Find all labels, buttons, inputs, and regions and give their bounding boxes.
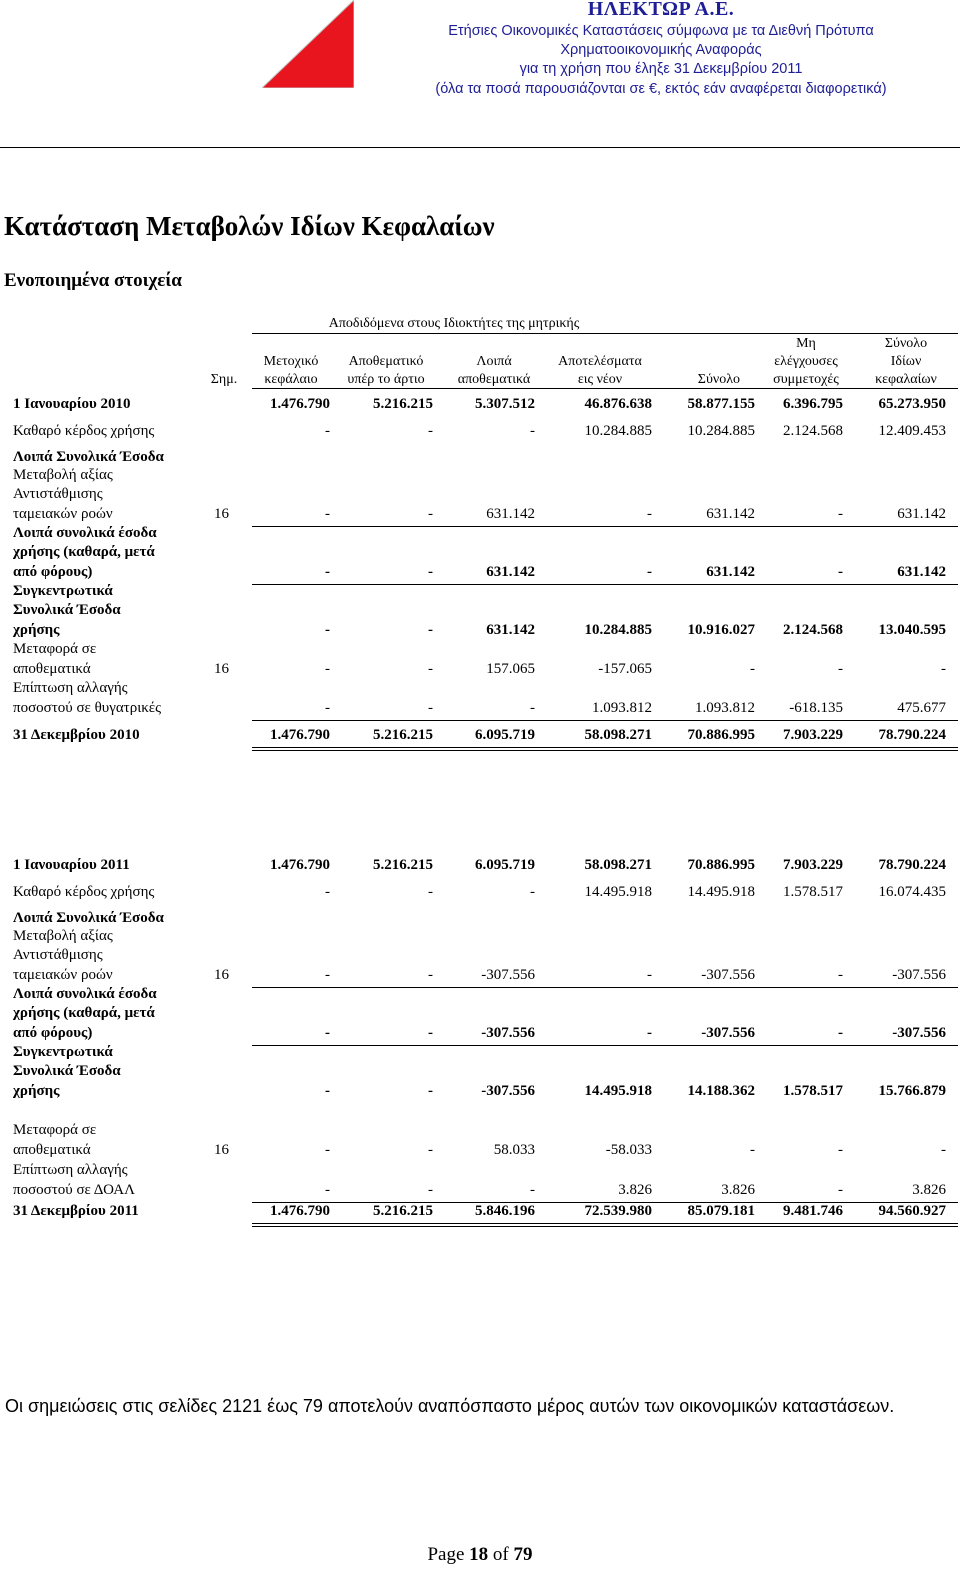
table-cell: 14.495.918 <box>584 884 652 900</box>
table-cell: - <box>428 884 433 900</box>
table-cell: -157.065 <box>598 661 652 677</box>
table-cell: 475.677 <box>897 700 946 716</box>
column-header-non-controlling: Μη ελέγχουσες συμμετοχές <box>773 336 839 387</box>
table-cell: - <box>428 700 433 716</box>
page-title: Κατάσταση Μεταβολών Ιδίων Κεφαλαίων <box>4 211 495 241</box>
table-cell: - <box>428 1182 433 1198</box>
table-cell: 5.216.215 <box>373 857 433 873</box>
table-row <box>0 505 960 524</box>
table-cell: - <box>530 884 535 900</box>
table-cell: 94.560.927 <box>878 1203 946 1219</box>
table-row <box>0 422 960 441</box>
row-label: Καθαρό κέρδος χρήσης <box>13 423 155 439</box>
table-cell: - <box>530 700 535 716</box>
table-cell: - <box>647 1025 652 1041</box>
table-cell: 46.876.638 <box>584 396 652 412</box>
underline <box>252 526 958 527</box>
double-underline <box>252 1223 958 1227</box>
table-cell: - <box>750 1142 755 1158</box>
table-cell: - <box>325 506 330 522</box>
table-row <box>0 856 960 875</box>
table-cell: - <box>647 564 652 580</box>
table-row <box>0 1202 960 1221</box>
table-cell: - <box>325 423 330 439</box>
table-cell: - <box>325 622 330 638</box>
column-header-note: Σημ. <box>210 372 238 387</box>
table-cell: - <box>941 661 946 677</box>
table-cell: 5.846.196 <box>475 1203 535 1219</box>
table-cell: 16.074.435 <box>878 884 946 900</box>
column-header-rule <box>252 388 958 389</box>
table-cell: 1.476.790 <box>270 727 330 743</box>
table-cell: - <box>838 967 843 983</box>
table-cell: - <box>838 1182 843 1198</box>
table-cell: 631.142 <box>486 564 535 580</box>
table-cell: - <box>325 1025 330 1041</box>
table-row <box>0 726 960 745</box>
table-cell: - <box>941 1142 946 1158</box>
table-cell: 1.093.812 <box>592 700 652 716</box>
table-cell: -307.556 <box>481 967 535 983</box>
column-group-rule <box>252 333 958 334</box>
table-cell: 1.476.790 <box>270 396 330 412</box>
underline <box>252 720 958 721</box>
table-cell: - <box>325 564 330 580</box>
column-header-other-reserves: Λοιπά αποθεματικά <box>457 354 531 387</box>
table-cell: 631.142 <box>897 506 946 522</box>
table-cell: 7.903.229 <box>783 857 843 873</box>
table-cell: 14.495.918 <box>687 884 755 900</box>
row-label: Λοιπά συνολικά έσοδα χρήσης (καθαρά, μετά από φόρους) <box>13 525 157 580</box>
table-cell: 1.476.790 <box>270 1203 330 1219</box>
column-header-total-equity: Σύνολο Ιδίων κεφαλαίων <box>875 336 937 387</box>
row-label: Μεταβολή αξίας Αντιστάθμισης ταμειακών ροών <box>13 467 113 522</box>
table-row <box>0 660 960 679</box>
table-cell: - <box>325 884 330 900</box>
page-number: Page 18 of 79 <box>427 1544 533 1565</box>
table-cell: -58.033 <box>605 1142 652 1158</box>
table-cell: - <box>838 1142 843 1158</box>
underline <box>252 987 958 988</box>
row-label: 1 Ιανουαρίου 2011 <box>13 857 130 873</box>
table-cell: -307.556 <box>481 1025 535 1041</box>
table-cell: 10.284.885 <box>584 622 652 638</box>
table-cell: 78.790.224 <box>878 727 946 743</box>
table-cell: - <box>325 700 330 716</box>
table-cell: 58.877.155 <box>687 396 755 412</box>
table-cell: 10.284.885 <box>687 423 755 439</box>
table-cell: 58.098.271 <box>584 857 652 873</box>
table-cell: 1.476.790 <box>270 857 330 873</box>
table-cell: - <box>750 661 755 677</box>
table-cell: 58.033 <box>493 1142 535 1158</box>
table-cell: 70.886.995 <box>687 857 755 873</box>
table-row <box>0 909 960 928</box>
table-cell: 631.142 <box>897 564 946 580</box>
header-line-4: (όλα τα ποσά παρουσιάζονται σε €, εκτός εάν αναφέρεται διαφορετικά) <box>435 81 887 97</box>
table-cell: - <box>428 622 433 638</box>
table-cell: - <box>325 1142 330 1158</box>
table-row <box>0 621 960 640</box>
section-heading: Λοιπά Συνολικά Έσοδα <box>13 449 164 465</box>
table-cell: - <box>325 661 330 677</box>
table-cell: 6.095.719 <box>475 857 535 873</box>
table-row <box>0 563 960 582</box>
table-row <box>0 966 960 985</box>
row-label: Καθαρό κέρδος χρήσης <box>13 884 155 900</box>
table-cell: -307.556 <box>892 1025 946 1041</box>
column-header-retained-earnings: Αποτελέσματα εις νέον <box>558 354 642 387</box>
underline <box>252 584 958 585</box>
row-label: 31 Δεκεμβρίου 2010 <box>13 727 140 743</box>
table-cell: - <box>325 1182 330 1198</box>
table-cell: 1.578.517 <box>783 884 843 900</box>
row-label: Μεταφορά σε αποθεματικά <box>13 641 97 677</box>
table-cell: - <box>428 1083 433 1099</box>
table-cell: -307.556 <box>892 967 946 983</box>
table-cell: 3.826 <box>912 1182 946 1198</box>
row-label: Συγκεντρωτικά Συνολικά Έσοδα χρήσης <box>13 1044 121 1099</box>
table-cell: 58.098.271 <box>584 727 652 743</box>
table-cell: 631.142 <box>706 506 755 522</box>
table-cell: 14.188.362 <box>687 1083 755 1099</box>
table-cell: - <box>428 1025 433 1041</box>
double-underline <box>252 747 958 751</box>
footnote: Οι σημειώσεις στις σελίδες 2121 έως 79 αποτελούν αναπόσπαστο μέρος αυτών των οικονομικών καταστάσεων. <box>5 1396 895 1416</box>
header-line-2: Χρηματοοικονομικής Αναφοράς <box>560 42 762 58</box>
section-heading: Λοιπά Συνολικά Έσοδα <box>13 910 164 926</box>
table-cell: 85.079.181 <box>687 1203 755 1219</box>
table-cell: - <box>838 661 843 677</box>
table-cell: - <box>428 423 433 439</box>
header-line-1: Ετήσιες Οικονομικές Καταστάσεις σύμφωνα με τα Διεθνή Πρότυπα <box>448 23 874 39</box>
table-cell: - <box>530 1182 535 1198</box>
table-cell: - <box>647 967 652 983</box>
table-cell: 2.124.568 <box>783 622 843 638</box>
table-cell: -307.556 <box>701 967 755 983</box>
table-cell: 5.216.215 <box>373 727 433 743</box>
header-divider <box>0 147 960 148</box>
underline <box>252 1045 958 1046</box>
table-cell: 10.284.885 <box>584 423 652 439</box>
page-subtitle: Ενοποιημένα στοιχεία <box>4 270 182 291</box>
table-cell: - <box>325 1083 330 1099</box>
row-note: 16 <box>214 661 229 677</box>
table-cell: 72.539.980 <box>584 1203 652 1219</box>
table-cell: - <box>428 1142 433 1158</box>
table-row <box>0 883 960 902</box>
table-cell: - <box>647 506 652 522</box>
table-cell: -307.556 <box>481 1083 535 1099</box>
table-cell: 14.495.918 <box>584 1083 652 1099</box>
company-name: ΗΛΕΚΤΩΡ Α.Ε. <box>587 0 735 20</box>
table-cell: 5.216.215 <box>373 1203 433 1219</box>
table-cell: -618.135 <box>789 700 843 716</box>
row-note: 16 <box>214 506 229 522</box>
table-cell: - <box>838 564 843 580</box>
row-note: 16 <box>214 1142 229 1158</box>
row-label: Επίπτωση αλλαγής ποσοστού σε θυγατρικές <box>13 680 162 716</box>
table-row <box>0 1082 960 1101</box>
table-cell: 1.578.517 <box>783 1083 843 1099</box>
table-cell: 2.124.568 <box>783 423 843 439</box>
table-row <box>0 395 960 414</box>
table-cell: 6.396.795 <box>783 396 843 412</box>
table-cell: 13.040.595 <box>878 622 946 638</box>
company-logo-icon <box>262 0 354 88</box>
row-label: 1 Ιανουαρίου 2010 <box>13 396 131 412</box>
table-cell: 631.142 <box>486 506 535 522</box>
table-cell: 70.886.995 <box>687 727 755 743</box>
header-line-3: για τη χρήση που έληξε 31 Δεκεμβρίου 2011 <box>519 61 803 77</box>
table-cell: - <box>428 661 433 677</box>
table-cell: 12.409.453 <box>878 423 946 439</box>
table-cell: 78.790.224 <box>878 857 946 873</box>
row-label: Επίπτωση αλλαγής ποσοστού σε ΔΟΑΛ <box>13 1162 135 1198</box>
table-row <box>0 699 960 718</box>
table-cell: 15.766.879 <box>878 1083 946 1099</box>
row-label: Μεταβολή αξίας Αντιστάθμισης ταμειακών ροών <box>13 928 113 983</box>
table-cell: 7.903.229 <box>783 727 843 743</box>
row-label: Μεταφορά σε αποθεματικά <box>13 1122 97 1158</box>
table-cell: 65.273.950 <box>878 396 946 412</box>
column-header-total: Σύνολο <box>697 372 740 387</box>
column-header-share-premium: Αποθεματικό υπέρ το άρτιο <box>347 354 425 387</box>
row-label: Λοιπά συνολικά έσοδα χρήσης (καθαρά, μετά από φόρους) <box>13 986 157 1041</box>
table-cell: 3.826 <box>618 1182 652 1198</box>
table-cell: 5.216.215 <box>373 396 433 412</box>
table-cell: 9.481.746 <box>783 1203 843 1219</box>
table-cell: - <box>838 506 843 522</box>
column-header-share-capital: Μετοχικό κεφάλαιο <box>263 354 319 387</box>
table-row <box>0 1024 960 1043</box>
table-cell: 6.095.719 <box>475 727 535 743</box>
table-cell: 1.093.812 <box>695 700 755 716</box>
table-cell: -307.556 <box>701 1025 755 1041</box>
table-cell: 5.307.512 <box>475 396 535 412</box>
table-cell: 631.142 <box>706 564 755 580</box>
table-cell: 10.916.027 <box>687 622 755 638</box>
row-label: Συγκεντρωτικά Συνολικά Έσοδα χρήσης <box>13 583 121 638</box>
column-group-header: Αποδιδόμενα στους Ιδιοκτήτες της μητρικής <box>328 316 580 331</box>
table-cell: - <box>838 1025 843 1041</box>
table-cell: - <box>428 564 433 580</box>
table-row <box>0 448 960 467</box>
table-cell: - <box>325 967 330 983</box>
table-row <box>0 1181 960 1200</box>
table-cell: 631.142 <box>486 622 535 638</box>
table-cell: - <box>428 506 433 522</box>
table-cell: 3.826 <box>721 1182 755 1198</box>
row-label: 31 Δεκεμβρίου 2011 <box>13 1203 139 1219</box>
table-cell: - <box>428 967 433 983</box>
table-cell: - <box>530 423 535 439</box>
table-row <box>0 1141 960 1160</box>
table-cell: 157.065 <box>486 661 535 677</box>
row-note: 16 <box>214 967 229 983</box>
